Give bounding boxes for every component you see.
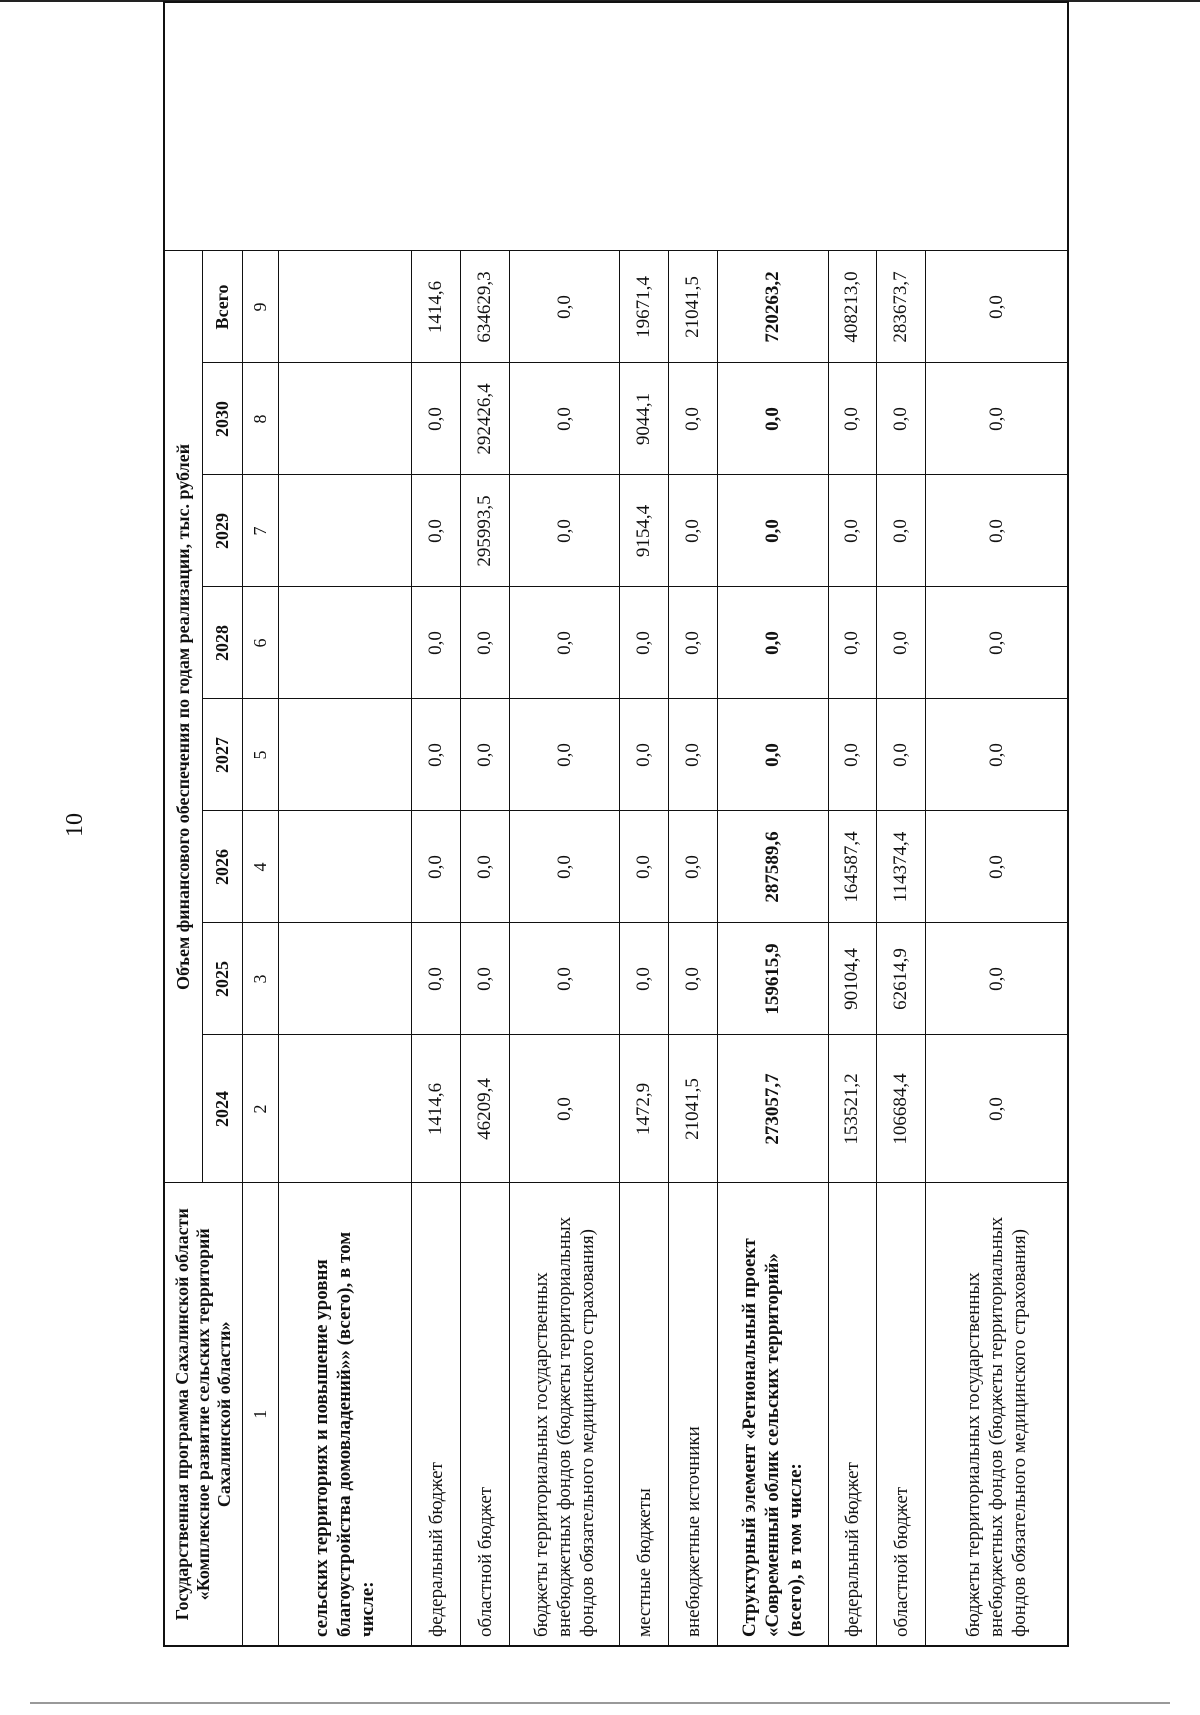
table-row: [620, 2, 669, 1646]
cell-value: 0,0: [509, 587, 619, 699]
cell-value: 0,0: [509, 811, 619, 923]
cell-value: 0,0: [669, 363, 718, 475]
header-row-group: [164, 2, 202, 1646]
cell-value: [278, 363, 412, 475]
cell-value: 0,0: [718, 363, 828, 475]
row-label: бюджеты территориальных государственных внебюджетных фондов (бюджеты территориальных фондов обязательного медицинского страхования): [509, 1183, 619, 1646]
row-label: бюджеты территориальных государственных внебюджетных фондов (бюджеты территориальных фондов обязательного медицинского страхования): [926, 1183, 1068, 1646]
column-index-3: 3: [242, 923, 278, 1035]
column-index-6: 6: [242, 587, 278, 699]
cell-total: 1414,6: [412, 251, 461, 363]
cell-value: 0,0: [926, 811, 1068, 923]
cell-value: 0,0: [718, 587, 828, 699]
table-row: [412, 2, 461, 1646]
rotated-table-frame: [163, 62, 1069, 1647]
row-label: Структурный элемент «Региональный проект «Современный облик сельских территорий» (всего), в том числе:: [718, 1183, 828, 1646]
cell-value: [278, 811, 412, 923]
header-year-2029: 2029: [202, 475, 242, 587]
cell-value: 0,0: [669, 923, 718, 1035]
column-index-9: 9: [242, 251, 278, 363]
cell-value: 292426,4: [461, 363, 510, 475]
financing-table: [163, 1, 1069, 1647]
header-row-index: [242, 2, 278, 1646]
cell-value: 90104,4: [828, 923, 877, 1035]
cell-value: 0,0: [828, 475, 877, 587]
page-number: 10: [62, 813, 88, 837]
cell-value: 0,0: [509, 1035, 619, 1183]
cell-value: 0,0: [877, 363, 926, 475]
cell-value: 0,0: [877, 475, 926, 587]
cell-value: [278, 923, 412, 1035]
cell-value: [278, 475, 412, 587]
cell-value: 273057,7: [718, 1035, 828, 1183]
cell-value: 0,0: [828, 363, 877, 475]
cell-value: 0,0: [669, 811, 718, 923]
scan-edge-bottom: [30, 1702, 1170, 1704]
cell-value: 0,0: [828, 587, 877, 699]
cell-value: 0,0: [669, 699, 718, 811]
cell-value: 0,0: [412, 587, 461, 699]
cell-value: 0,0: [412, 699, 461, 811]
cell-value: [278, 1035, 412, 1183]
row-label: федеральный бюджет: [412, 1183, 461, 1646]
column-index-2: 2: [242, 1035, 278, 1183]
table-row: [828, 2, 877, 1646]
cell-total: [278, 251, 412, 363]
table-row: [461, 2, 510, 1646]
cell-value: 295993,5: [461, 475, 510, 587]
header-program: Государственная программа Сахалинской области «Комплексное развитие сельских территорий Сахалинской области»: [164, 1183, 242, 1646]
row-label: областной бюджет: [461, 1183, 510, 1646]
cell-value: 0,0: [509, 699, 619, 811]
cell-value: 0,0: [620, 699, 669, 811]
cell-value: 164587,4: [828, 811, 877, 923]
cell-value: 0,0: [509, 475, 619, 587]
cell-value: 9154,4: [620, 475, 669, 587]
cell-total: 0,0: [926, 251, 1068, 363]
column-index-4: 4: [242, 811, 278, 923]
cell-value: 0,0: [412, 363, 461, 475]
cell-value: 0,0: [669, 475, 718, 587]
column-index-1: 1: [242, 1183, 278, 1646]
cell-value: 21041,5: [669, 1035, 718, 1183]
cell-value: [278, 699, 412, 811]
table-row: [877, 2, 926, 1646]
cell-value: 0,0: [926, 475, 1068, 587]
column-index-8: 8: [242, 363, 278, 475]
cell-value: 159615,9: [718, 923, 828, 1035]
table-row: [718, 2, 828, 1646]
cell-value: 0,0: [718, 475, 828, 587]
header-year-2025: 2025: [202, 923, 242, 1035]
cell-value: 0,0: [926, 587, 1068, 699]
row-label: внебюджетные источники: [669, 1183, 718, 1646]
cell-value: 9044,1: [620, 363, 669, 475]
cell-total: 21041,5: [669, 251, 718, 363]
table-row: [926, 2, 1068, 1646]
row-label: местные бюджеты: [620, 1183, 669, 1646]
cell-total: 720263,2: [718, 251, 828, 363]
header-year-2026: 2026: [202, 811, 242, 923]
cell-value: 0,0: [509, 363, 619, 475]
cell-value: 0,0: [926, 923, 1068, 1035]
cell-value: 1414,6: [412, 1035, 461, 1183]
cell-value: 62614,9: [877, 923, 926, 1035]
cell-value: 0,0: [412, 811, 461, 923]
header-year-2024: 2024: [202, 1035, 242, 1183]
cell-value: 114374,4: [877, 811, 926, 923]
cell-value: 0,0: [412, 923, 461, 1035]
cell-value: 0,0: [412, 475, 461, 587]
cell-value: 106684,4: [877, 1035, 926, 1183]
cell-value: 46209,4: [461, 1035, 510, 1183]
cell-total: 408213,0: [828, 251, 877, 363]
column-index-7: 7: [242, 475, 278, 587]
table-body: [278, 2, 1068, 1646]
cell-value: 287589,6: [718, 811, 828, 923]
cell-value: 0,0: [461, 587, 510, 699]
table-row: [278, 2, 412, 1646]
row-label: областной бюджет: [877, 1183, 926, 1646]
cell-value: 0,0: [669, 587, 718, 699]
header-year-2028: 2028: [202, 587, 242, 699]
cell-value: 0,0: [828, 699, 877, 811]
cell-value: 0,0: [461, 923, 510, 1035]
column-index-5: 5: [242, 699, 278, 811]
cell-value: 0,0: [877, 587, 926, 699]
cell-value: 0,0: [926, 699, 1068, 811]
cell-value: 0,0: [509, 923, 619, 1035]
cell-value: 0,0: [718, 699, 828, 811]
cell-value: 1472,9: [620, 1035, 669, 1183]
row-label: федеральный бюджет: [828, 1183, 877, 1646]
header-year-2027: 2027: [202, 699, 242, 811]
header-total: Всего: [202, 251, 242, 363]
cell-value: 0,0: [926, 1035, 1068, 1183]
cell-total: 283673,7: [877, 251, 926, 363]
cell-value: 0,0: [620, 811, 669, 923]
header-financing-volume: Объем финансового обеспечения по годам реализации, тыс. рублей: [164, 251, 202, 1183]
cell-value: 0,0: [461, 811, 510, 923]
cell-value: [278, 587, 412, 699]
cell-value: 0,0: [620, 587, 669, 699]
cell-value: 0,0: [877, 699, 926, 811]
cell-total: 0,0: [509, 251, 619, 363]
cell-total: 19671,4: [620, 251, 669, 363]
row-label: сельских территориях и повышение уровня благоустройства домовладений»» (всего), в том числе:: [278, 1183, 412, 1646]
cell-value: 0,0: [620, 923, 669, 1035]
cell-value: 0,0: [926, 363, 1068, 475]
cell-value: 0,0: [461, 699, 510, 811]
header-year-2030: 2030: [202, 363, 242, 475]
table-row: [509, 2, 619, 1646]
cell-total: 634629,3: [461, 251, 510, 363]
cell-value: 153521,2: [828, 1035, 877, 1183]
table-row: [669, 2, 718, 1646]
